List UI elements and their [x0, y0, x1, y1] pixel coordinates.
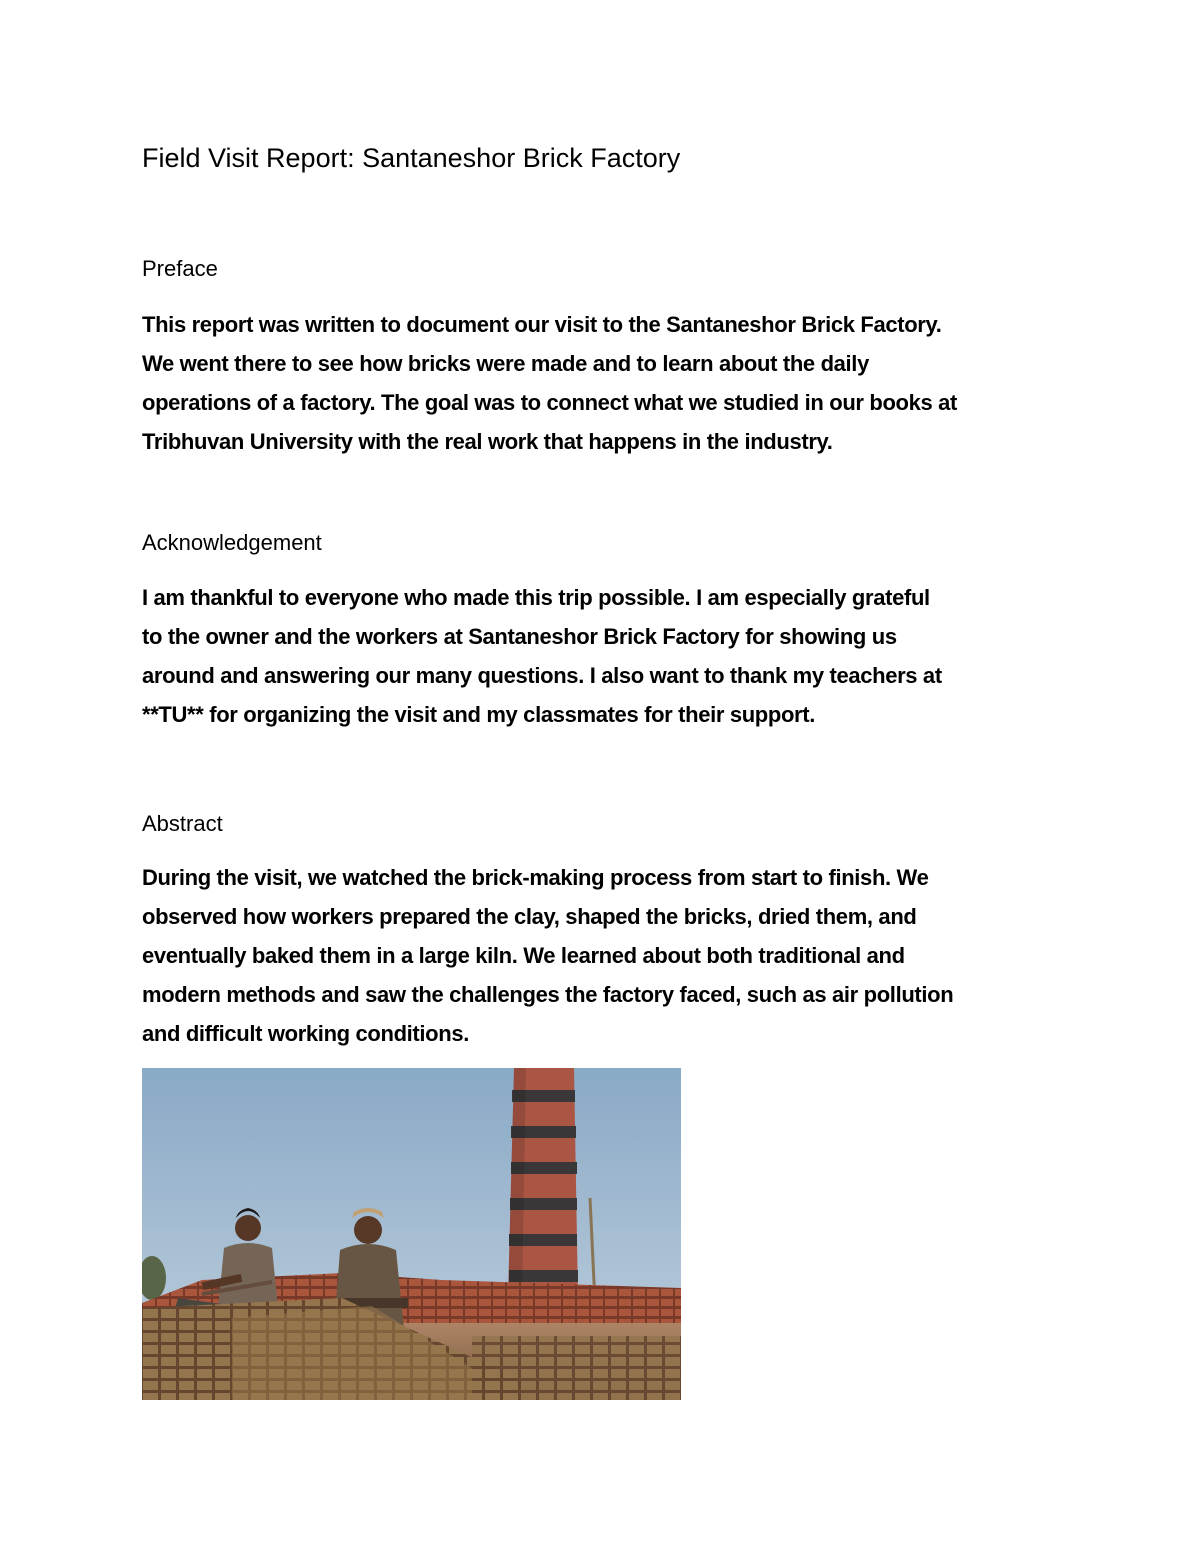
- abstract-paragraph: [142, 858, 1067, 1053]
- acknowledgement-heading: Acknowledgement: [142, 530, 322, 555]
- text-line: observed how workers prepared the clay, shaped the bricks, dried them, and: [142, 904, 917, 929]
- report-title: Field Visit Report: Santaneshor Brick Factory: [142, 143, 681, 173]
- text-line: and difficult working conditions.: [142, 1021, 469, 1046]
- abstract-heading: Abstract: [142, 811, 223, 836]
- text-line: to the owner and the workers at Santaneshor Brick Factory for showing us: [142, 624, 897, 649]
- text-line: eventually baked them in a large kiln. We learned about both traditional and: [142, 943, 905, 968]
- text-line: We went there to see how bricks were made and to learn about the daily: [142, 351, 869, 376]
- text-line: **TU** for organizing the visit and my classmates for their support.: [142, 702, 816, 727]
- acknowledgement-paragraph: [142, 578, 1067, 734]
- text-line: I am thankful to everyone who made this trip possible. I am especially grateful: [142, 585, 930, 610]
- preface-paragraph: [142, 305, 1067, 461]
- brick-factory-photo: [142, 1068, 681, 1400]
- preface-heading: Preface: [142, 256, 218, 281]
- text-line: around and answering our many questions. I also want to thank my teachers at: [142, 663, 942, 688]
- text-line: During the visit, we watched the brick-making process from start to finish. We: [142, 865, 929, 890]
- text-line: operations of a factory. The goal was to connect what we studied in our books at: [142, 390, 958, 415]
- brick-factory-illustration: [142, 1068, 681, 1400]
- text-line: This report was written to document our visit to the Santaneshor Brick Factory.: [142, 312, 942, 337]
- text-line: Tribhuvan University with the real work that happens in the industry.: [142, 429, 833, 454]
- text-line: modern methods and saw the challenges the factory faced, such as air pollution: [142, 982, 954, 1007]
